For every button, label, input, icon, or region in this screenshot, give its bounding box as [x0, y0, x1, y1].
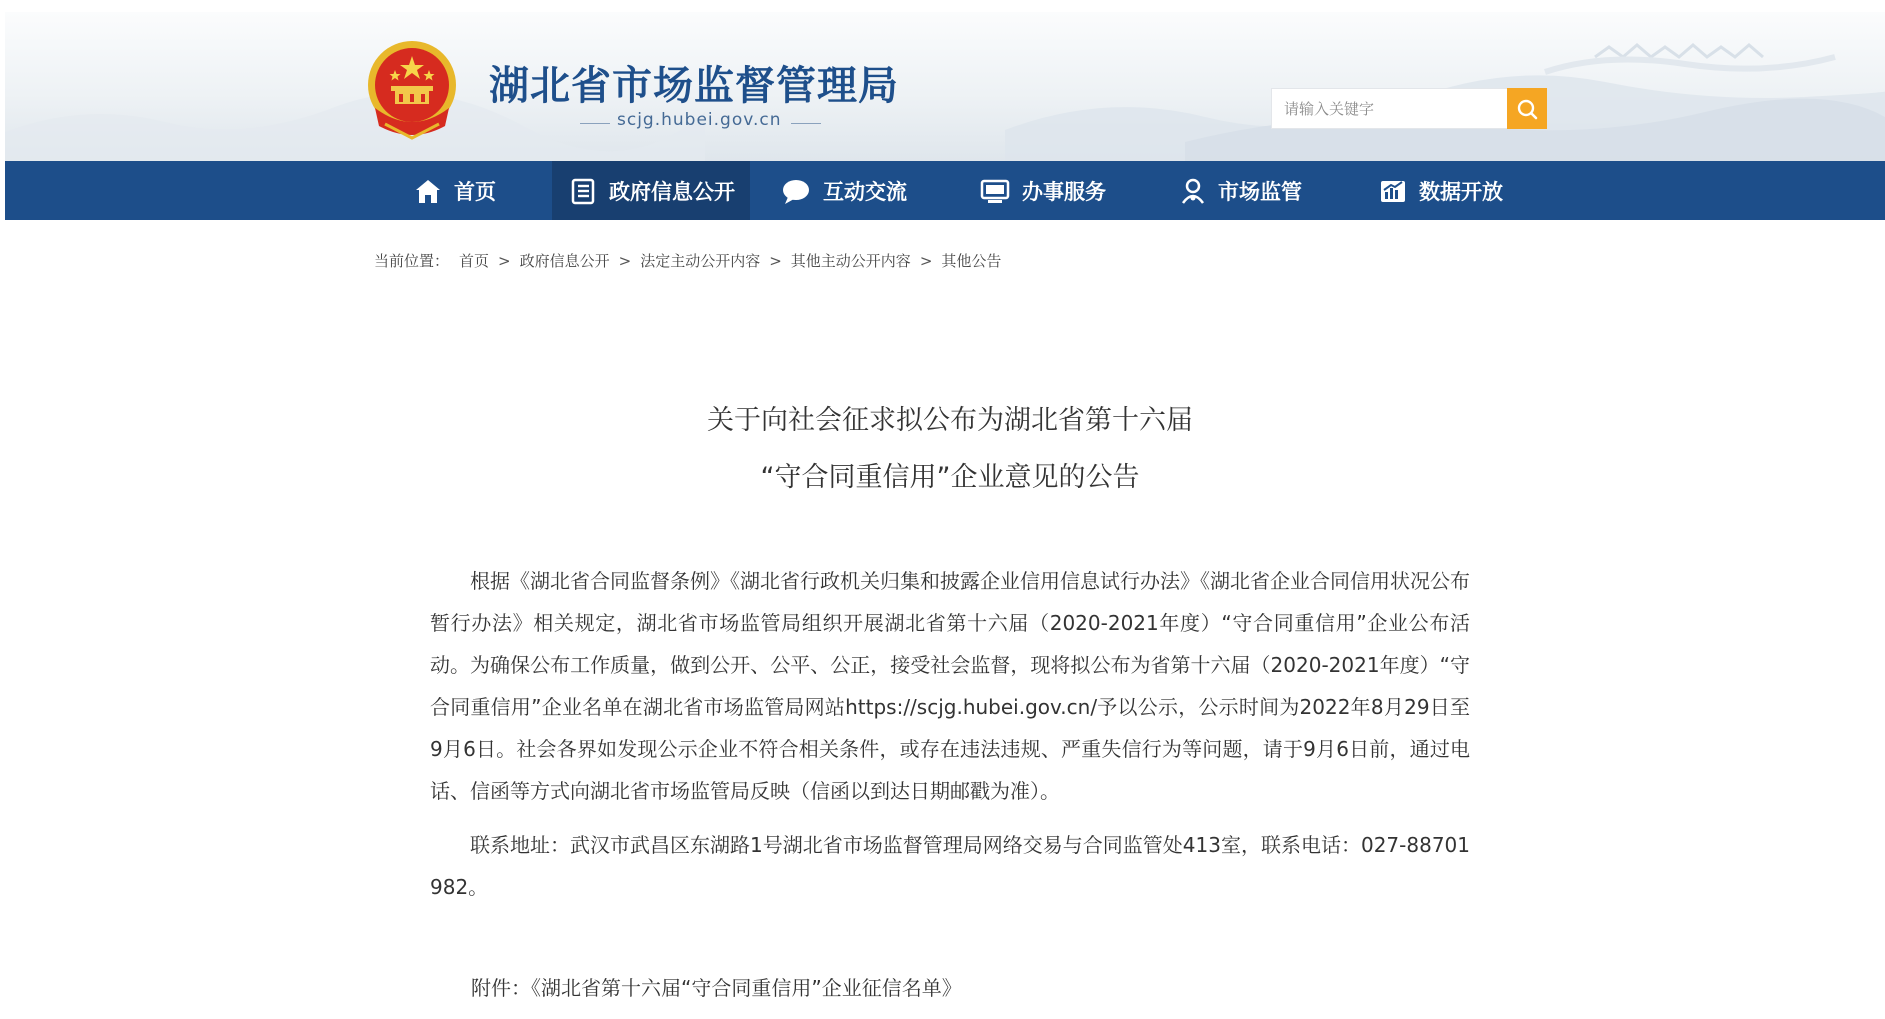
nav-item-label: 数据开放 — [1419, 179, 1503, 204]
attachment-line — [471, 972, 962, 1001]
breadcrumb-gov-info[interactable]: 政府信息公开 — [519, 252, 610, 270]
breadcrumb-legal-disclosure[interactable]: 法定主动公开内容 — [640, 252, 761, 270]
site-title: 湖北省市场监督管理局 — [489, 62, 899, 109]
nav-item-label: 市场监管 — [1218, 179, 1302, 204]
nav-item-label: 首页 — [454, 179, 496, 204]
home-icon — [414, 177, 442, 205]
article-paragraph: 根据《湖北省合同监督条例》《湖北省行政机关归集和披露企业信用信息试行办法》《湖北省企业合同信用状况公布暂行办法》相关规定，湖北省市场监管局组织开展湖北省第十六届（2020-2021年度）“守合同重信用”企业公布活动。为确保公布工作质量，做到公开、公平、公正，接受社会监督，现将拟公布为省第十六届（2020-2021年度）“守合同重信用”企业名单在湖北省市场监管局网站https://scjg.hubei.gov.cn/予以公示，公示时间为2022年8月29日至9月6日。社会各界如发现公示企业不符合相关条件，或存在违法违规、严重失信行为等问题，请于9月6日前，通过电话、信函等方式向湖北省市场监管局反映（信函以到达日期邮戳为准）。 — [430, 569, 1470, 803]
article-title-line1: 关于向社会征求拟公布为湖北省第十六届 — [707, 405, 1193, 436]
mountain-background — [5, 12, 1885, 161]
attachment-link[interactable]: 《湖北省第十六届“守合同重信用”企业征信名单》 — [531, 976, 962, 1000]
person-badge-icon — [1180, 177, 1206, 205]
national-emblem-icon — [365, 38, 459, 144]
attachment-prefix: 附件： — [471, 976, 531, 1000]
bar-chart-icon — [1379, 177, 1407, 205]
breadcrumb-home[interactable]: 首页 — [459, 252, 490, 270]
nav-item-interaction[interactable] — [781, 161, 931, 220]
nav-item-gov-info[interactable] — [552, 161, 750, 220]
breadcrumb-separator: > — [498, 252, 511, 270]
article-paragraph: 联系地址：武汉市武昌区东湖路1号湖北省市场监督管理局网络交易与合同监管处413室，联系电话：027-88701982。 — [430, 833, 1470, 899]
article-body — [430, 560, 1470, 908]
monitor-icon — [980, 177, 1010, 205]
nav-item-services[interactable] — [980, 161, 1130, 220]
breadcrumb-separator: > — [769, 252, 782, 270]
document-list-icon — [569, 177, 597, 205]
nav-item-market-supervision[interactable] — [1180, 161, 1330, 220]
breadcrumb-other-disclosure[interactable]: 其他主动公开内容 — [790, 252, 911, 270]
nav-item-open-data[interactable] — [1379, 161, 1529, 220]
nav-item-label: 互动交流 — [823, 179, 907, 204]
breadcrumb-separator: > — [618, 252, 632, 270]
breadcrumb-prefix: 当前位置： — [374, 252, 450, 270]
domain-left-line — [580, 123, 610, 124]
nav-item-label: 政府信息公开 — [609, 179, 735, 204]
chat-bubble-icon — [781, 177, 811, 205]
search-input[interactable] — [1271, 88, 1507, 129]
main-nav — [5, 161, 1885, 220]
search-button[interactable] — [1507, 88, 1547, 129]
breadcrumb-other-notices[interactable]: 其他公告 — [941, 252, 1002, 270]
article-title-line2: “守合同重信用”企业意见的公告 — [760, 462, 1140, 493]
site-domain: scjg.hubei.gov.cn — [617, 110, 782, 130]
site-header — [5, 12, 1885, 161]
domain-right-line — [791, 123, 821, 124]
breadcrumb-separator: > — [919, 252, 933, 270]
nav-item-home[interactable] — [410, 161, 525, 220]
breadcrumb — [374, 250, 1001, 271]
search-icon — [1515, 97, 1539, 121]
nav-item-label: 办事服务 — [1022, 179, 1106, 204]
